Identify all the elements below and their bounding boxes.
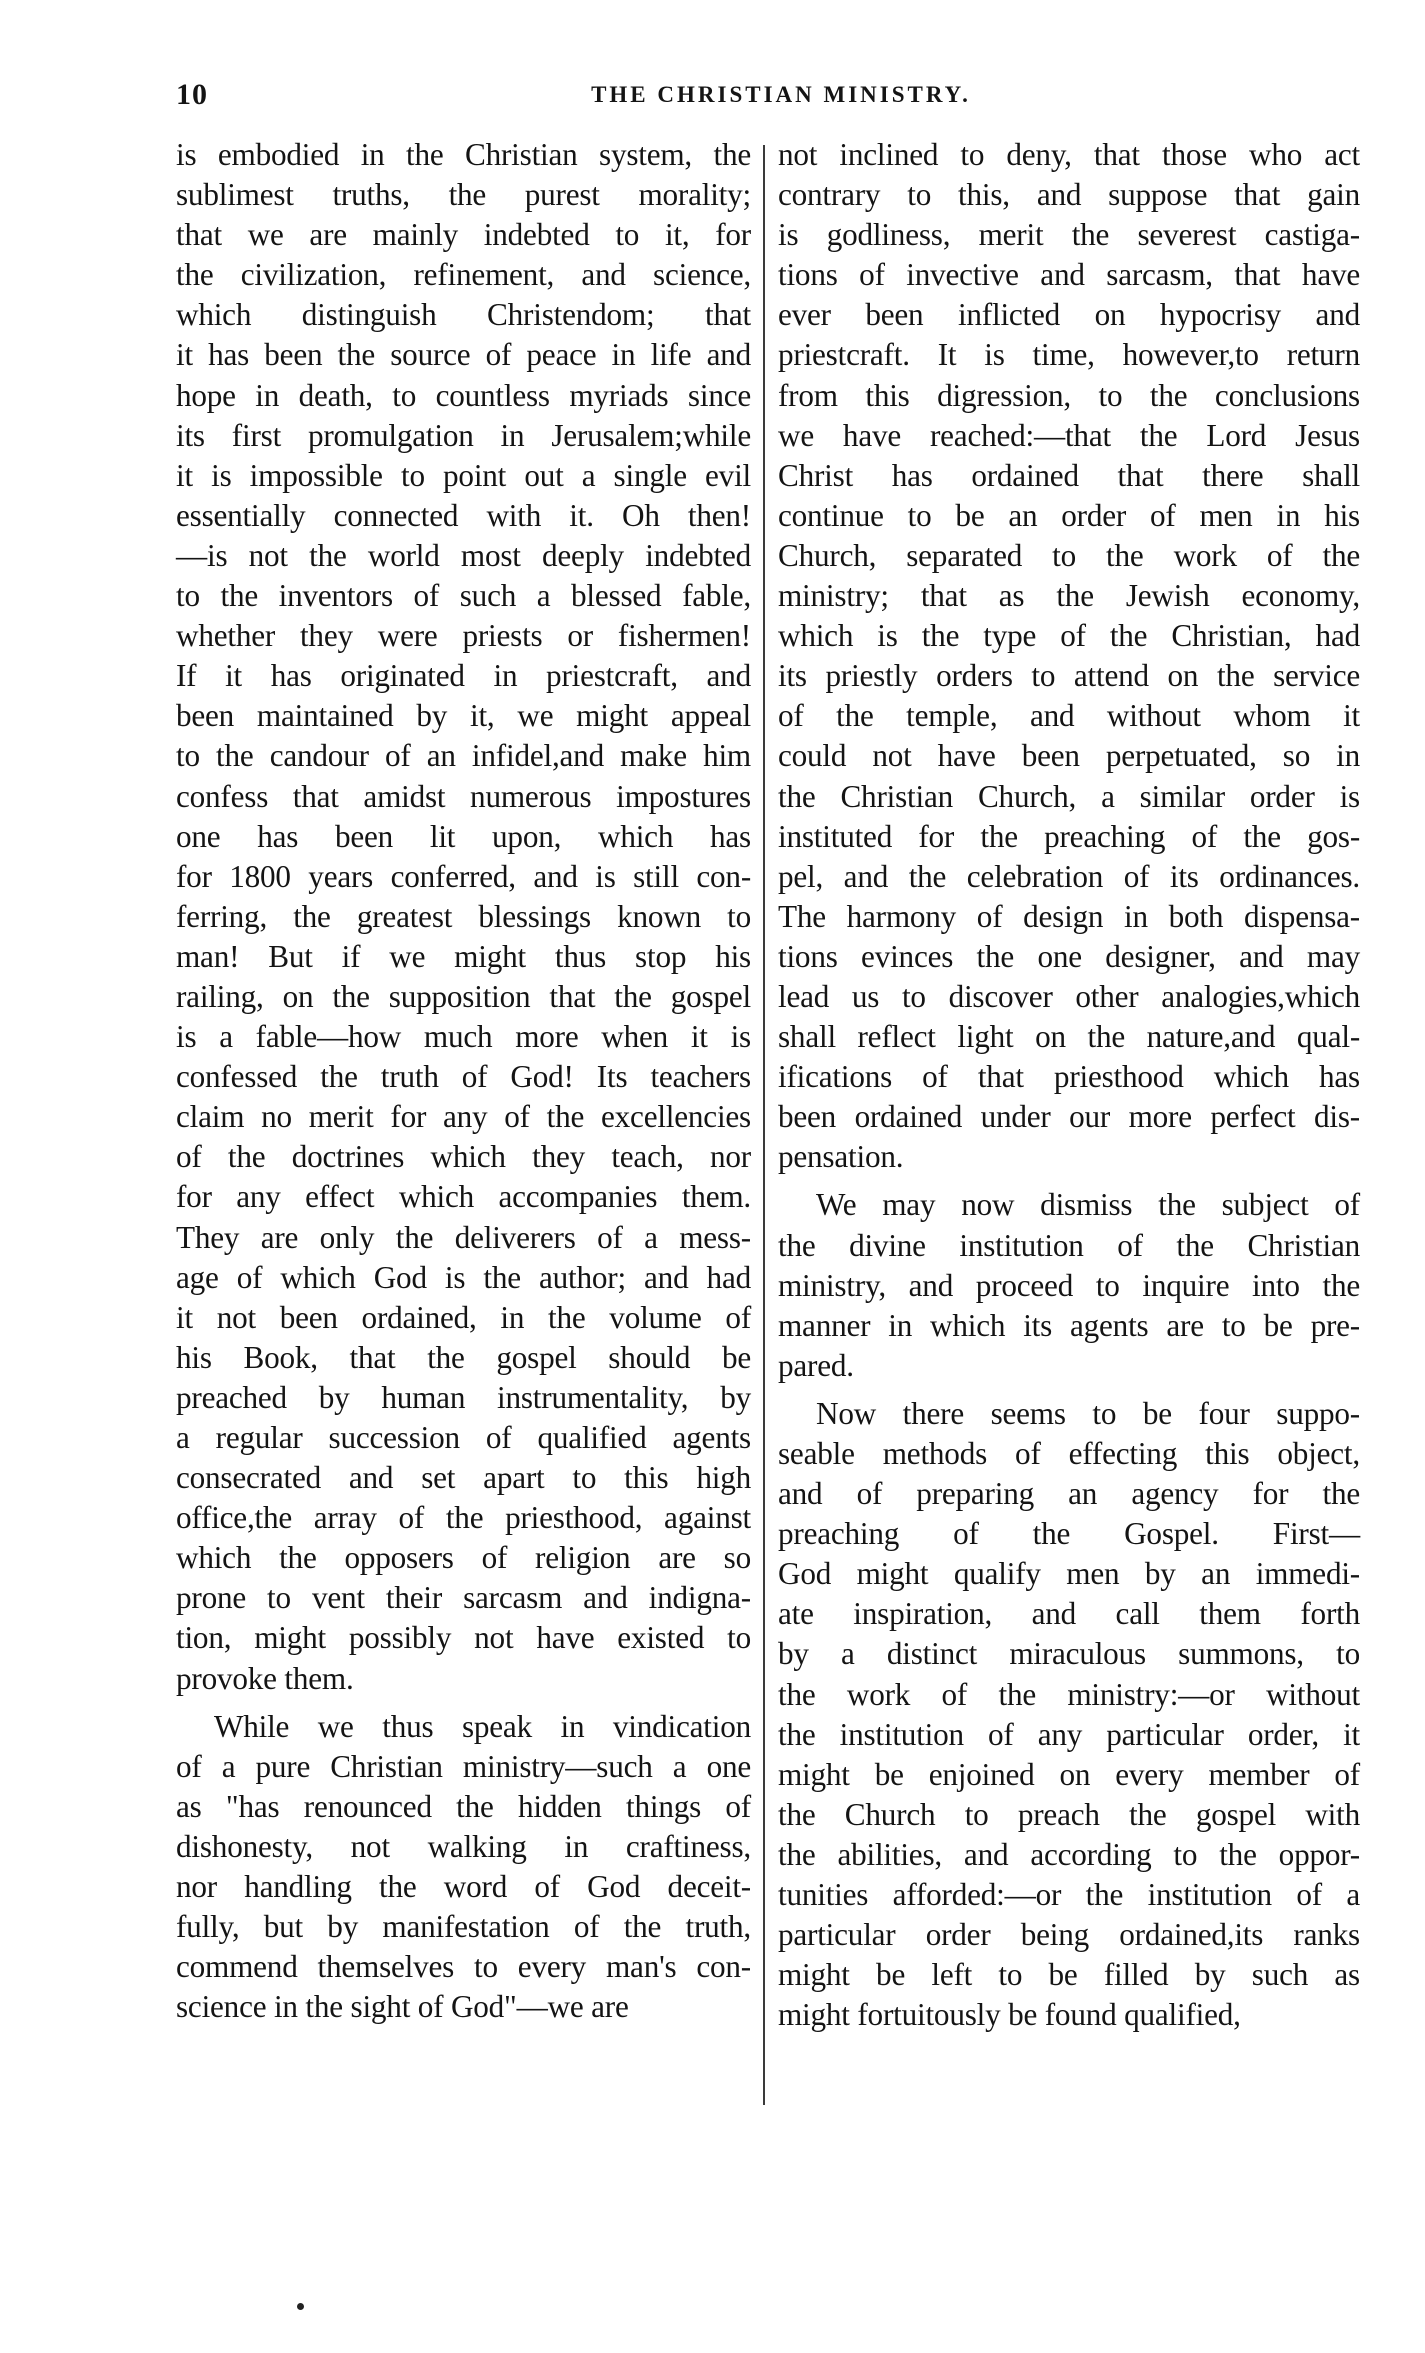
text-line: They are only the deliverers of a mess- [176,1219,751,1255]
text-line: tions of invective and sarcasm, that have [778,257,1360,293]
text-line: and of preparing an agency for the [778,1476,1360,1512]
text-line: confess that amidst numerous impostures [176,778,751,814]
text-line: pensation. [778,1139,904,1175]
text-line: continue to be an order of men in his [778,497,1360,533]
text-line: —is not the world most deeply indebted [176,537,751,573]
text-line: to the inventors of such a blessed fable, [176,578,751,614]
text-line: man! But if we might thus stop his [176,938,751,974]
text-line: his Book, that the gospel should be [176,1339,751,1375]
text-line: by a distinct miraculous summons, to [778,1636,1360,1672]
text-line: might fortuitously be found qualified, [778,1997,1241,2033]
text-line: it not been ordained, in the volume of [176,1299,751,1335]
text-line: provoke them. [176,1660,354,1696]
text-line: for 1800 years conferred, and is still con- [176,858,751,894]
text-line: its priestly orders to attend on the service [778,658,1360,694]
text-line: If it has originated in priestcraft, and [176,658,751,694]
text-line: God might qualify men by an immedi- [778,1556,1360,1592]
text-line: the Church to preach the gospel with [778,1796,1360,1832]
text-line: the Christian Church, a similar order is [778,778,1360,814]
text-line: the work of the ministry:—or without [778,1676,1360,1712]
text-line: is godliness, merit the severest castiga- [778,217,1360,253]
text-line: tions evinces the one designer, and may [778,938,1360,974]
text-line: we have reached:—that the Lord Jesus [778,417,1360,453]
text-line: could not have been perpetuated, so in [778,738,1360,774]
text-line: confessed the truth of God! Its teachers [176,1059,751,1095]
column-divider [763,145,765,2105]
text-line: The harmony of design in both dispensa- [778,898,1360,934]
text-line: hope in death, to countless myriads since [176,377,751,413]
text-line: the abilities, and according to the oppor- [778,1836,1360,1872]
text-line: been maintained by it, we might appeal [176,698,751,734]
text-line: it is impossible to point out a single evil [176,457,751,493]
text-line: ifications of that priesthood which has [778,1059,1360,1095]
text-line: ate inspiration, and call them forth [778,1596,1360,1632]
paragraph [778,135,1360,1177]
left-column [176,135,751,2035]
text-line: pel, and the celebration of its ordinances. [778,858,1360,894]
text-line: seable methods of effecting this object, [778,1436,1360,1471]
text-line: tion, might possibly not have existed to [176,1620,751,1656]
text-line: not inclined to deny, that those who act [778,137,1360,172]
text-line: sublimest truths, the purest morality; [176,177,751,213]
text-line: age of which God is the author; and had [176,1259,751,1295]
text-line: lead us to discover other analogies,which [778,978,1360,1014]
text-line: the civilization, refinement, and science, [176,257,751,293]
text-line: preaching of the Gospel. First— [778,1516,1360,1552]
text-line: is embodied in the Christian system, the [176,137,751,172]
text-line: for any effect which accompanies them. [176,1179,751,1215]
text-line: as "has renounced the hidden things of [176,1788,751,1824]
text-line: Christ has ordained that there shall [778,457,1360,493]
text-line: office,the array of the priesthood, against [176,1500,751,1536]
text-line: been ordained under our more perfect dis- [778,1099,1360,1135]
text-line: commend themselves to every man's con- [176,1949,751,1985]
page-header [176,78,1386,128]
text-line: the institution of any particular order, it [778,1716,1360,1752]
text-line: consecrated and set apart to this high [176,1460,751,1496]
text-line: it has been the source of peace in life and [176,337,751,373]
text-line: that we are mainly indebted to it, for [176,217,751,253]
text-line: a regular succession of qualified agents [176,1420,751,1455]
text-line: shall reflect light on the nature,and qual- [778,1019,1360,1055]
right-column [778,135,1360,2043]
text-line: pared. [778,1347,854,1383]
text-line: manner in which its agents are to be pre- [778,1307,1360,1343]
text-line: of the temple, and without whom it [778,698,1360,734]
text-columns [176,135,1386,2135]
text-line: railing, on the supposition that the gospel [176,978,751,1014]
text-line: particular order being ordained,its ranks [778,1917,1360,1953]
text-line: Now there seems to be four suppo- [816,1395,1360,1431]
text-line: its first promulgation in Jerusalem;while [176,417,751,453]
text-line: ministry; that as the Jewish economy, [778,578,1360,614]
paragraph [176,135,751,1699]
text-line: is a fable—how much more when it is [176,1019,751,1055]
text-line: which the opposers of religion are so [176,1540,751,1576]
page-number: 10 [176,78,208,111]
text-line: fully, but by manifestation of the truth, [176,1909,751,1945]
text-line: contrary to this, and suppose that gain [778,177,1360,213]
text-line: ever been inflicted on hypocrisy and [778,297,1360,333]
text-line: to the candour of an infidel,and make him [176,738,751,774]
text-line: nor handling the word of God deceit- [176,1869,751,1905]
text-line: prone to vent their sarcasm and indigna- [176,1580,751,1616]
text-line: ministry, and proceed to inquire into the [778,1267,1360,1303]
text-line: ferring, the greatest blessings known to [176,898,751,934]
text-line: dishonesty, not walking in craftiness, [176,1828,751,1864]
text-line: might be left to be filled by such as [778,1957,1360,1993]
text-line: While we thus speak in vindication [214,1708,751,1744]
text-line: priestcraft. It is time, however,to return [778,337,1360,373]
text-line: essentially connected with it. Oh then! [176,497,751,533]
text-line: We may now dismiss the subject of [816,1187,1360,1223]
text-line: of a pure Christian ministry—such a one [176,1748,751,1784]
paragraph [778,1394,1360,2036]
text-line: from this digression, to the conclusions [778,377,1360,413]
running-head: THE CHRISTIAN MINISTRY. [591,82,971,107]
text-line: which is the type of the Christian, had [778,618,1360,654]
print-speck [297,2303,304,2310]
text-line: instituted for the preaching of the gos- [778,818,1360,854]
text-line: Church, separated to the work of the [778,537,1360,573]
text-line: might be enjoined on every member of [778,1756,1360,1792]
text-line: science in the sight of God"—we are [176,1989,629,2025]
text-line: the divine institution of the Christian [778,1227,1360,1263]
text-line: tunities afforded:—or the institution of a [778,1877,1360,1913]
text-line: claim no merit for any of the excellencies [176,1099,751,1135]
paragraph [176,1707,751,2028]
text-line: of the doctrines which they teach, nor [176,1139,751,1175]
text-line: whether they were priests or fishermen! [176,618,751,654]
paragraph [778,1185,1360,1385]
text-line: which distinguish Christendom; that [176,297,751,333]
text-line: preached by human instrumentality, by [176,1379,751,1415]
text-line: one has been lit upon, which has [176,818,751,854]
